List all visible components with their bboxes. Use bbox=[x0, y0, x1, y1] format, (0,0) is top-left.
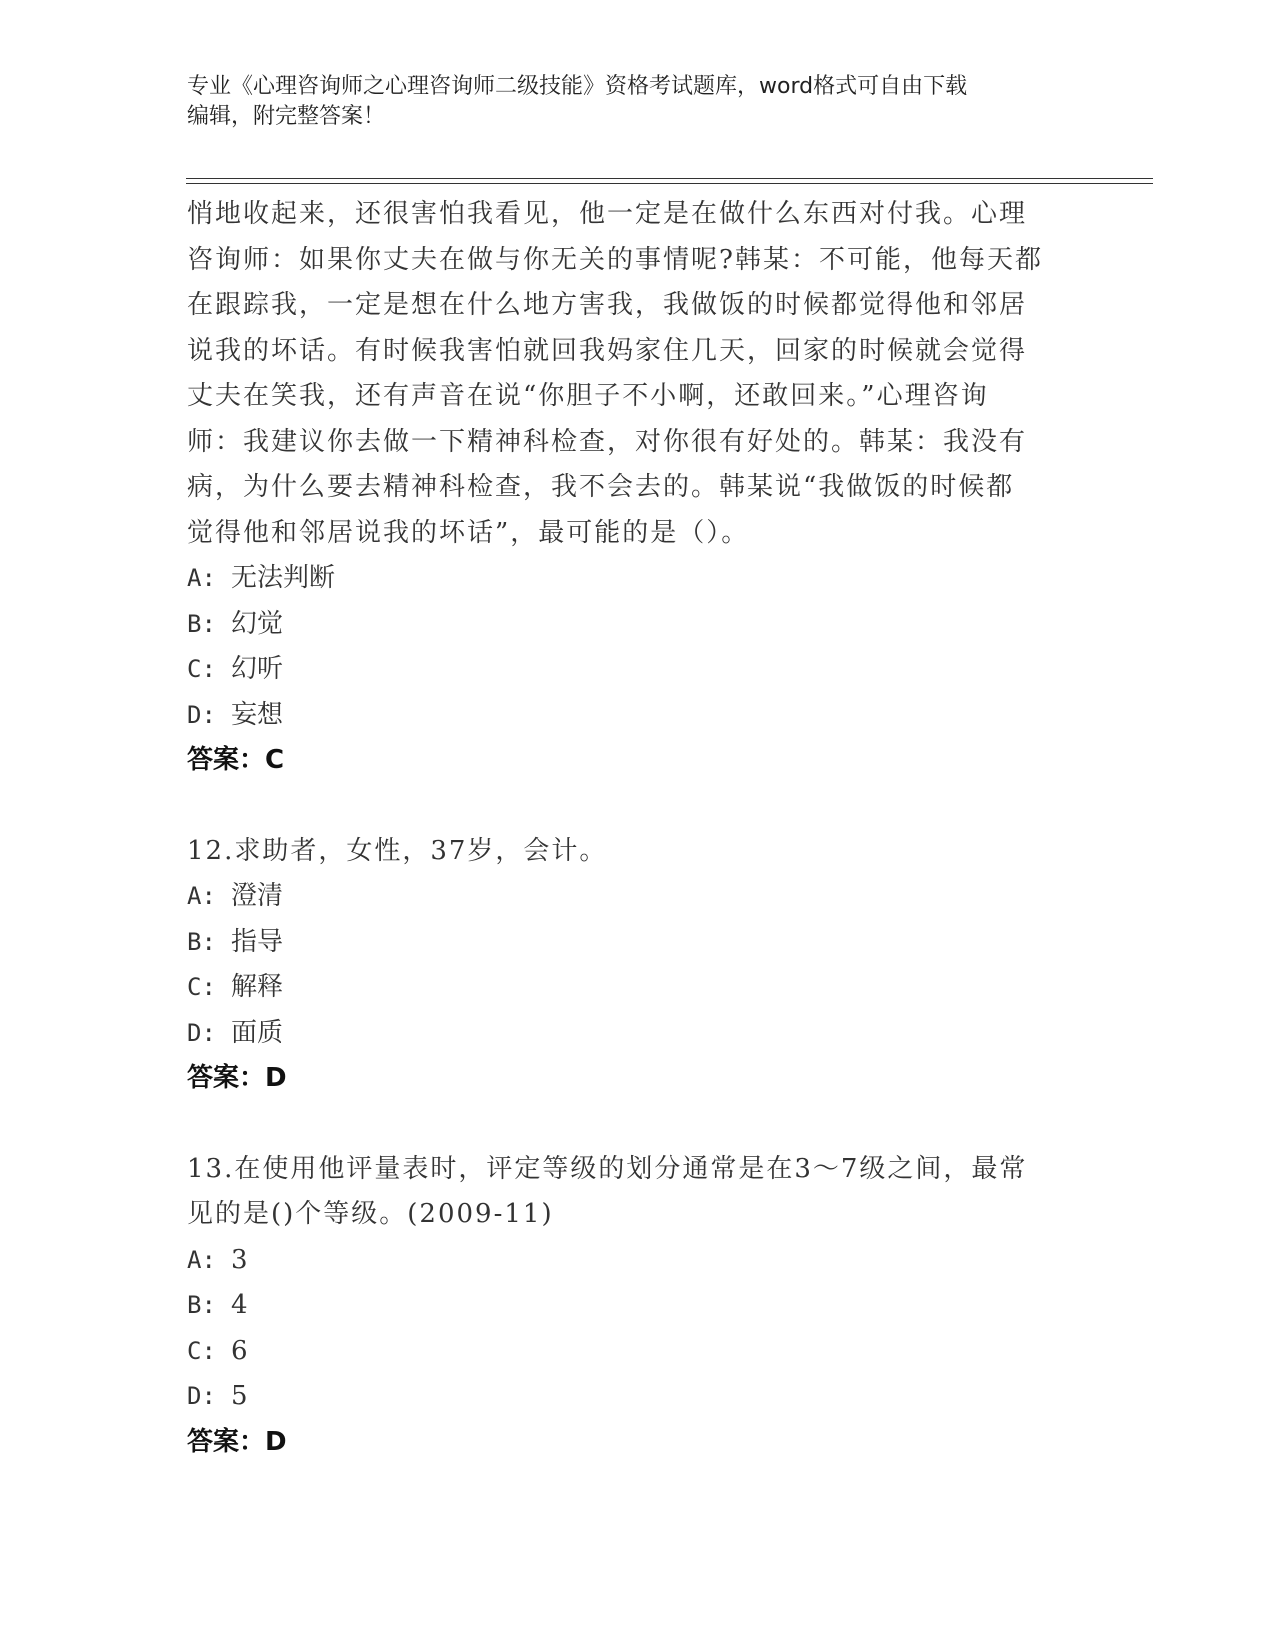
option-d bbox=[187, 1374, 1087, 1420]
spacer bbox=[187, 1102, 1087, 1147]
option-letter: D: bbox=[187, 1382, 216, 1410]
option-letter: D: bbox=[187, 700, 216, 729]
question-text-line: 说我的坏话。有时候我害怕就回我妈家住几天，回家的时候就会觉得 bbox=[187, 335, 1028, 366]
option-d bbox=[187, 693, 1087, 739]
header-divider-bottom bbox=[186, 183, 1153, 184]
answer-line: 答案：D bbox=[187, 1063, 287, 1093]
header-line-1: 专业《心理咨询师之心理咨询师二级技能》资格考试题库，word格式可自由下载 bbox=[187, 74, 968, 99]
option-c bbox=[187, 647, 1087, 693]
option-letter: C: bbox=[187, 655, 216, 683]
option-text: 无法判断 bbox=[231, 563, 336, 593]
question-text-line: 悄地收起来，还很害怕我看见，他一定是在做什么东西对付我。心理 bbox=[187, 199, 1028, 229]
option-b bbox=[187, 920, 1087, 966]
header-divider-top bbox=[186, 178, 1153, 179]
question-text-line: 病，为什么要去精神科检查，我不会去的。韩某说“我做饭的时候都 bbox=[187, 472, 1015, 502]
option-a bbox=[187, 874, 1087, 920]
option-text: 指导 bbox=[231, 926, 284, 957]
question-13-text bbox=[187, 1147, 1087, 1238]
document-body bbox=[187, 192, 1087, 1465]
option-letter: A: bbox=[187, 564, 216, 592]
option-letter: B: bbox=[187, 1291, 216, 1319]
option-text: 澄清 bbox=[231, 881, 284, 911]
option-letter: C: bbox=[187, 973, 216, 1001]
answer-line: 答案：D bbox=[187, 1426, 287, 1457]
option-text: 4 bbox=[231, 1290, 248, 1320]
question-text-line: 师：我建议你去做一下精神科检查，对你很有好处的。韩某：我没有 bbox=[187, 426, 1028, 457]
option-letter: A: bbox=[187, 882, 216, 910]
question-text-line: 见的是()个等级。(2009-11) bbox=[187, 1199, 554, 1229]
option-text: 妄想 bbox=[231, 699, 284, 730]
option-text: 面质 bbox=[231, 1017, 284, 1048]
option-c bbox=[187, 1329, 1087, 1375]
option-c bbox=[187, 965, 1087, 1011]
question-text-line: 咨询师：如果你丈夫在做与你无关的事情呢?韩某：不可能，他每天都 bbox=[187, 244, 1043, 275]
option-text: 幻觉 bbox=[231, 608, 284, 639]
question-text-line: 13.在使用他评量表时，评定等级的划分通常是在3～7级之间，最常 bbox=[187, 1153, 1028, 1184]
option-text: 幻听 bbox=[231, 654, 284, 684]
option-b bbox=[187, 602, 1087, 648]
option-text: 6 bbox=[231, 1335, 248, 1366]
header-line-2: 编辑，附完整答案！ bbox=[187, 104, 386, 129]
option-a bbox=[187, 556, 1087, 602]
option-letter: A: bbox=[187, 1245, 216, 1274]
document-header bbox=[187, 72, 1087, 132]
question-text-line: 12.求助者，女性，37岁，会计。 bbox=[187, 835, 608, 866]
question-text-line: 丈夫在笑我，还有声音在说“你胆子不小啊，还敢回来。”心理咨询 bbox=[187, 381, 989, 411]
question-11-text bbox=[187, 192, 1087, 556]
option-a bbox=[187, 1238, 1087, 1284]
question-text-line: 觉得他和邻居说我的坏话”，最可能的是（）。 bbox=[187, 517, 750, 548]
option-text: 5 bbox=[231, 1381, 248, 1411]
option-letter: D: bbox=[187, 1018, 216, 1047]
answer-line: 答案：C bbox=[187, 745, 285, 775]
question-text-line: 在跟踪我，一定是想在什么地方害我，我做饭的时候都觉得他和邻居 bbox=[187, 290, 1028, 320]
option-letter: B: bbox=[187, 609, 216, 638]
option-d bbox=[187, 1011, 1087, 1057]
option-letter: B: bbox=[187, 927, 216, 956]
option-text: 解释 bbox=[231, 972, 284, 1002]
question-12-text bbox=[187, 829, 1087, 875]
spacer bbox=[187, 784, 1087, 829]
option-b bbox=[187, 1283, 1087, 1329]
option-letter: C: bbox=[187, 1336, 216, 1365]
option-text: 3 bbox=[231, 1244, 248, 1275]
